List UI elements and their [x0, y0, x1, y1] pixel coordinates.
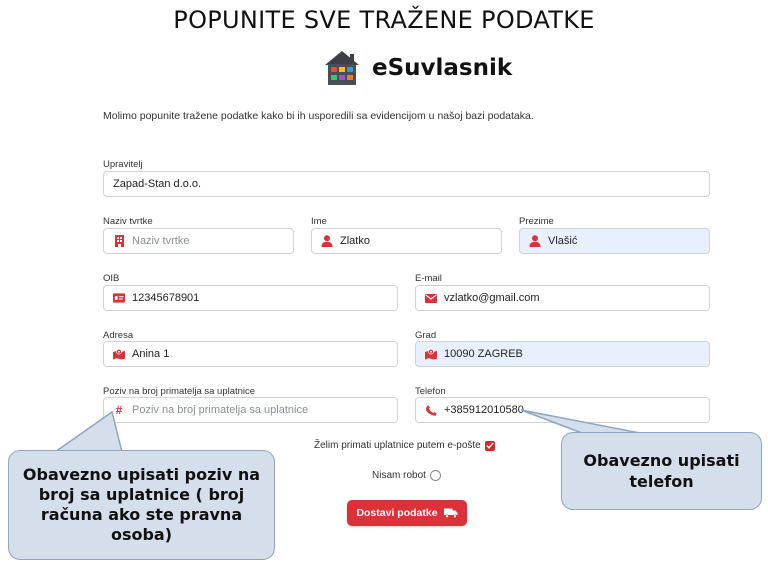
callout-right: Obavezno upisati telefon [561, 432, 762, 510]
callout-left: Obavezno upisati poziv na broj sa uplatnice ( broj računa ako ste pravna osoba) [8, 450, 275, 560]
prezime-label: Prezime [519, 216, 554, 227]
poziv-label: Poziv na broj primatelja sa uplatnice [103, 386, 256, 397]
page-title: POPUNITE SVE TRAŽENE PODATKE [173, 6, 595, 34]
grad-value: 10090 ZAGREB [444, 348, 523, 360]
telefon-value: +385912010580 [444, 404, 524, 416]
email-label: E-mail [415, 273, 442, 284]
email-consent-label: Želim primati uplatnice putem e-pošte [314, 440, 481, 451]
oib-value: 12345678901 [132, 292, 200, 304]
ime-label: Ime [311, 216, 327, 227]
captcha-label: Nisam robot [372, 470, 426, 481]
prezime-value: Vlašić [548, 235, 578, 247]
ime-value: Zlatko [340, 235, 370, 247]
upravitelj-label: Upravitelj [103, 159, 143, 170]
adresa-value: Anina 1 [132, 348, 170, 360]
naziv-tvrtke-label: Naziv tvrtke [103, 216, 153, 227]
submit-label: Dostavi podatke [356, 507, 438, 519]
adresa-label: Adresa [103, 330, 134, 341]
telefon-label: Telefon [415, 386, 446, 397]
callout-left-pointer [55, 412, 122, 452]
grad-label: Grad [415, 330, 437, 341]
oib-label: OIB [103, 273, 120, 284]
brand-name: eSuvlasnik [372, 55, 513, 81]
hash-icon: # [115, 403, 123, 417]
intro-text: Molimo popunite tražene podatke kako bi ih usporedili sa evidencijom u našoj bazi podataka. [103, 110, 534, 122]
email-value: vzlatko@gmail.com [444, 292, 540, 304]
